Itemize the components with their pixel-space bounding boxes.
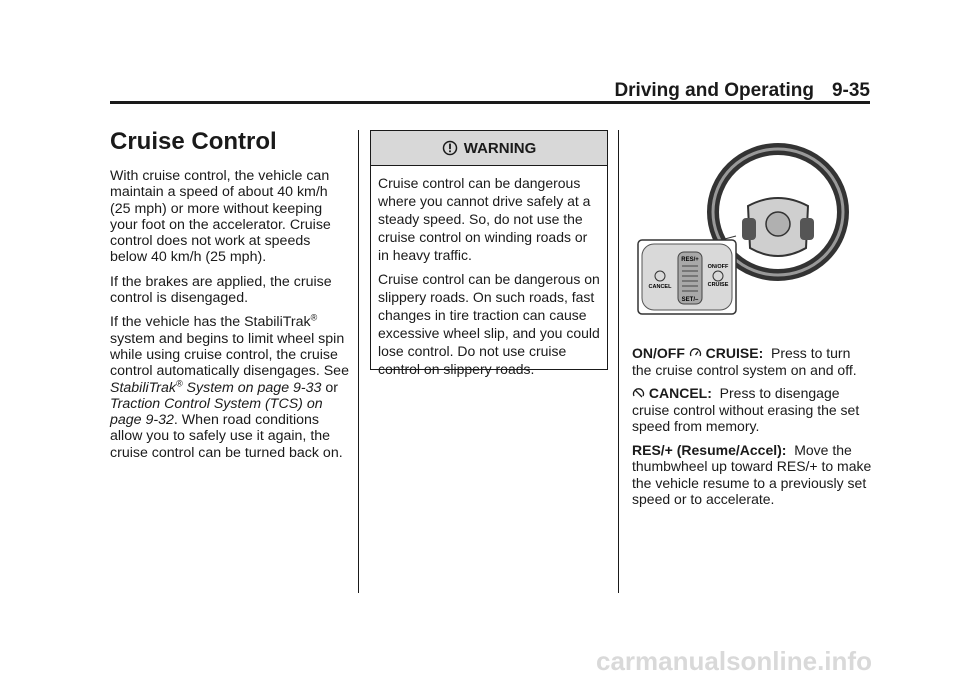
warning-icon [442,140,458,156]
set-label: SET/– [681,297,699,303]
warning-text-1: Cruise control can be dangerous where you cannot drive safely at a steady speed. So, do not use the cruise control on winding roads or in heavy traffic. [378,175,591,263]
cruise-speedometer-icon [689,347,702,360]
res-label: RES/+ [681,257,699,263]
tcs-link[interactable]: Traction Control System (TCS) on page 9-32 [110,395,323,429]
cruise-control-column [110,128,350,469]
resume-term: RES/+ (Resume/Accel): [632,441,787,458]
onoff-label: ON/OFF [707,264,729,270]
cruise-label: CRUISE [707,282,729,288]
page-number: 9-35 [831,80,870,101]
cancel-item [632,385,872,435]
warning-text-2: Cruise control can be dangerous on slippery roads. On such roads, fast changes in tire traction can cause excessive wheel slip, and you could lose control. Do not use cruise control on slippery roads. [378,271,600,377]
resume-item [632,442,872,508]
onoff-description: Press to turn the cruise control system on and off. [632,345,857,378]
intro-paragraph: With cruise control, the vehicle can maintain a speed of about 40 km/h (25 mph) or more without keeping your foot on the accelerator. Cruise control does not work at speeds below 40 km/h (25 mph). [110,168,331,266]
steering-wheel-illustration [636,140,872,318]
stabilitrak-link[interactable]: StabiliTrak® System on page 9-33 [110,377,322,396]
cancel-icon [632,387,645,400]
page-title: Cruise Control [110,128,277,155]
column-divider-1 [358,130,359,593]
cancel-term: CANCEL: [648,385,712,401]
column-divider-2 [618,130,619,593]
resume-description: Move the thumbwheel up toward RES/+ to make the vehicle resume to a previously set speed or to accelerate. [632,441,872,507]
section-title: Driving and Operating [614,80,814,101]
cancel-description: Press to disengage cruise control without erasing the set speed from memory. [632,385,860,434]
stabilitrak-paragraph: If the vehicle has the StabiliTrak® system and begins to limit wheel spin while using cruise control, the cruise control automatically disengages. See StabiliTrak® System on page 9-33 or Traction Control System (TCS) on page 9-32. When road conditions allow you to safely use it again, the cruise control can be turned back on. [110,312,349,461]
warning-label: WARNING [463,139,537,157]
header-rule [110,101,870,104]
warning-box [370,130,608,377]
cancel-label: CANCEL [648,284,672,290]
onoff-term: ON/OFF [632,345,685,361]
onoff-item [632,345,872,378]
controls-column [632,345,872,515]
warning-header [371,131,607,166]
brakes-paragraph: If the brakes are applied, the cruise control is disengaged. [110,273,332,307]
cruise-term: CRUISE: [705,345,764,361]
watermark: carmanualsonline.info [596,646,872,676]
